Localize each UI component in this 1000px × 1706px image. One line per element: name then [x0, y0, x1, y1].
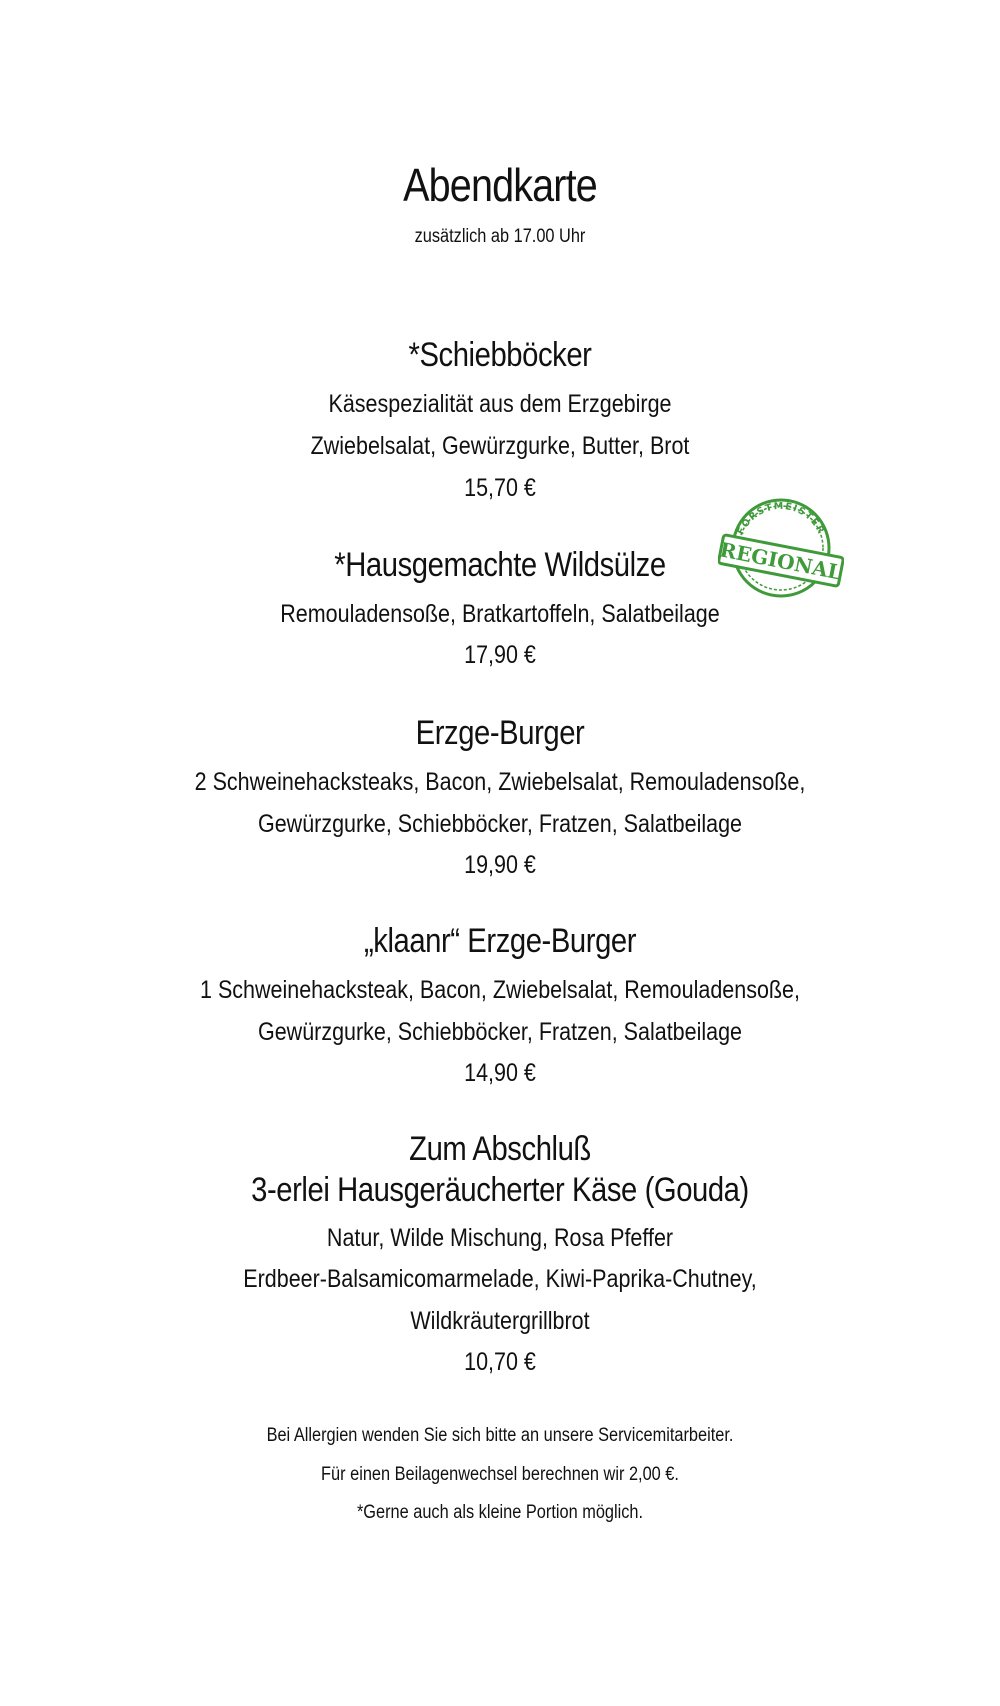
dish-price: 15,70 € [464, 474, 536, 502]
dish-price: 17,90 € [464, 641, 536, 669]
allergy-note: Bei Allergien wenden Sie sich bitte an unsere Servicemitarbeiter. [266, 1425, 734, 1446]
dish-description-line: Remouladensoße, Bratkartoffeln, Salatbeilage [280, 600, 720, 628]
dish-description-line: Gewürzgurke, Schiebböcker, Fratzen, Salatbeilage [257, 810, 743, 838]
regional-stamp-icon [718, 496, 844, 600]
stamp-main-text: REGIONAL [718, 537, 844, 585]
dish-name-erzge-burger: Erzge-Burger [415, 714, 585, 752]
dish-description-line: 2 Schweinehacksteaks, Bacon, Zwiebelsalat, Remouladensoße, [194, 768, 806, 796]
dish-description-line: Gewürzgurke, Schiebböcker, Fratzen, Salatbeilage [257, 1018, 743, 1046]
dish-description-line: Zwiebelsalat, Gewürzgurke, Butter, Brot [310, 432, 690, 460]
dish-description-line: Wildkräutergrillbrot [410, 1307, 590, 1335]
dish-name-schiebboecker: *Schiebböcker [408, 336, 592, 374]
dish-name-klaanr-erzge-burger: „klaanr“ Erzge-Burger [363, 922, 637, 960]
dish-price: 19,90 € [464, 851, 536, 879]
side-dish-note: Für einen Beilagenwechsel berechnen wir 2,00 €. [321, 1464, 679, 1485]
dish-description-line: Natur, Wilde Mischung, Rosa Pfeffer [326, 1224, 674, 1252]
dish-name-zum-abschluss: Zum Abschluß [409, 1130, 591, 1168]
stamp-top-text: FORSTMEISTER [735, 500, 827, 537]
dish-description-line: 1 Schweinehacksteak, Bacon, Zwiebelsalat, Remouladensoße, [200, 976, 800, 1004]
page-subtitle: zusätzlich ab 17.00 Uhr [414, 226, 586, 247]
dish-description-line: Erdbeer-Balsamicomarmelade, Kiwi-Paprika-Chutney, [243, 1265, 757, 1293]
dish-name-wildsuelze: *Hausgemachte Wildsülze [334, 546, 666, 584]
small-portion-note: *Gerne auch als kleine Portion möglich. [356, 1502, 644, 1523]
dish-price: 14,90 € [464, 1059, 536, 1087]
page-title: Abendkarte [403, 159, 597, 211]
dish-price: 10,70 € [464, 1348, 536, 1376]
dish-description-line: Käsespezialität aus dem Erzgebirge [328, 390, 672, 418]
dish-name-kaese-gouda: 3-erlei Hausgeräucherter Käse (Gouda) [251, 1171, 749, 1209]
